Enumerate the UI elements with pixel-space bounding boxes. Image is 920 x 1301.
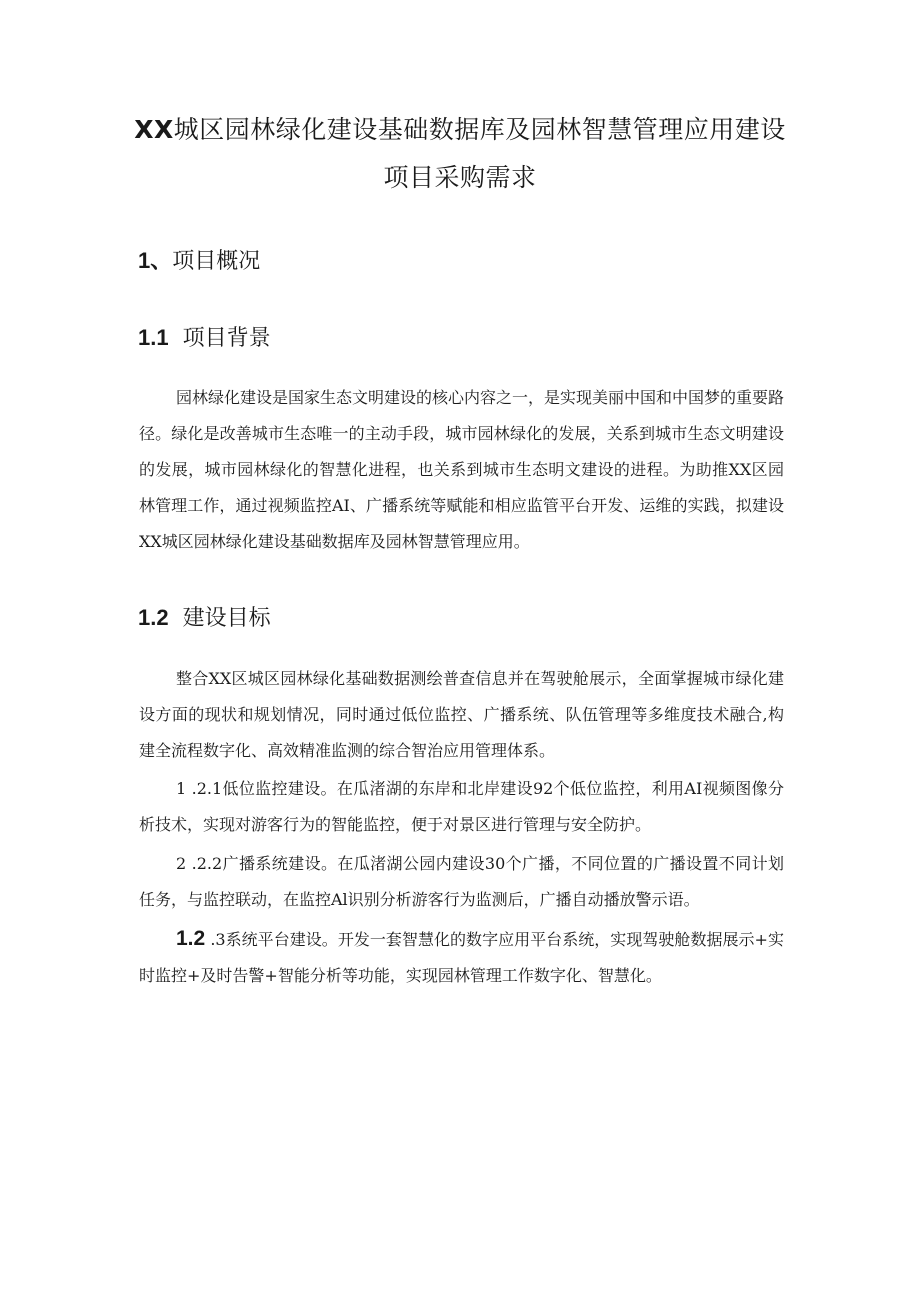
goal-item-platform [139, 921, 784, 994]
section-1-2-title: 建设目标 [182, 606, 271, 631]
goal-item-low-monitoring: 1 .2.1低位监控建设。在瓜渚湖的东岸和北岸建设92个低位监控，利用AI视频图像分析技术，实现对游客行为的智能监控，便于对景区进行管理与安全防护。 [139, 779, 784, 834]
goal-item-platform-text: .3系统平台建设。开发一套智慧化的数字应用平台系统，实现驾驶舱数据展示+实时监控+及时告警+智能分析等功能，实现园林管理工作数字化、智慧化。 [139, 930, 784, 985]
title-line1-text: 城区园林绿化建设基础数据库及园林智慧管理应用建设 [173, 115, 786, 144]
goals-paragraph: 整合XX区城区园林绿化基础数据测绘普查信息并在驾驶舱展示，全面掌握城市绿化建设方面的现状和规划情况，同时通过低位监控、广播系统、队伍管理等多维度技术融合,构建全流程数字化、高效精准监测的综合智治应用管理体系。 [139, 669, 784, 760]
section-1-1-title: 项目背景 [182, 326, 271, 351]
section-1-1-heading [138, 321, 271, 352]
title-prefix: XX [134, 115, 174, 144]
document-title-line2: 项目采购需求 [383, 163, 537, 192]
goal-item-broadcast: 2 .2.2广播系统建设。在瓜渚湖公园内建设30个广播，不同位置的广播设置不同计划任务，与监控联动，在监控Al识别分析游客行为监测后，广播自动播放警示语。 [139, 854, 784, 909]
document-title-line1 [0, 110, 920, 146]
section-1-number: 1、 [138, 248, 173, 273]
section-1-1-number: 1.1 [138, 325, 169, 350]
section-1-2-number: 1.2 [138, 605, 169, 630]
goal-item-platform-number: 1.2 [176, 927, 206, 950]
background-paragraph: 园林绿化建设是国家生态文明建设的核心内容之一，是实现美丽中国和中国梦的重要路径。绿化是改善城市生态唯一的主动手段，城市园林绿化的发展，关系到城市生态文明建设的发展，城市园林绿化的智慧化进程，也关系到城市生态明文建设的进程。为助推XX区园林管理工作，通过视频监控AI、广播系统等赋能和相应监管平台开发、运维的实践，拟建设XX城区园林绿化建设基础数据库及园林智慧管理应用。 [139, 388, 785, 551]
section-1-heading [138, 244, 260, 275]
section-1-title: 项目概况 [172, 249, 261, 274]
section-1-2-heading [138, 601, 271, 632]
